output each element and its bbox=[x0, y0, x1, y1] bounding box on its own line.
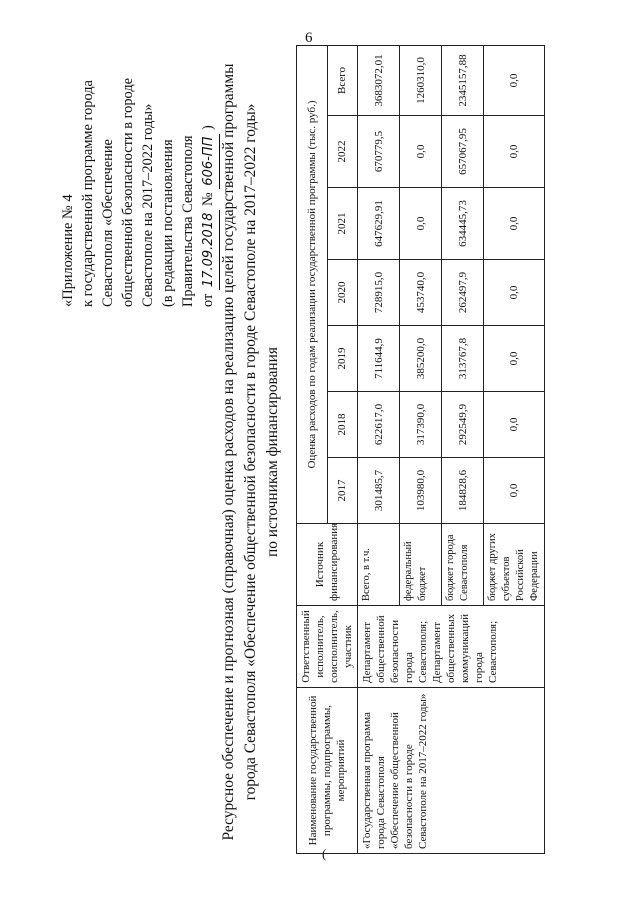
appendix-line: «Приложение № 4 bbox=[60, 194, 76, 307]
value-cell: 0,0 bbox=[400, 188, 442, 260]
value-cell: 385200,0 bbox=[400, 326, 442, 392]
appendix-block bbox=[58, 37, 220, 307]
number-label: № bbox=[200, 192, 216, 207]
appendix-line: общественной безопасности в городе bbox=[120, 77, 136, 307]
value-cell: 453740,0 bbox=[400, 260, 442, 326]
value-cell: 313767,8 bbox=[442, 326, 484, 392]
value-cell: 711644,9 bbox=[358, 326, 400, 392]
header-estimate: Оценка расходов по годам реализации государственной программы (тыс. руб.) bbox=[297, 45, 328, 523]
table-row bbox=[358, 45, 400, 853]
source-cell: бюджет города Севастополя bbox=[442, 524, 484, 606]
value-cell: 0,0 bbox=[484, 260, 545, 326]
date-prefix: от bbox=[200, 293, 216, 307]
source-cell: Всего, в т.ч. bbox=[358, 524, 400, 606]
header-year: 2018 bbox=[327, 392, 358, 458]
header-row bbox=[297, 45, 328, 853]
header-year: 2017 bbox=[327, 458, 358, 524]
footer-mark: ( bbox=[322, 846, 327, 861]
appendix-line: Севастополе на 2017–2022 годы» bbox=[140, 103, 156, 307]
handwritten-number: 606-ПП bbox=[199, 134, 220, 189]
value-cell: 301485,7 bbox=[358, 458, 400, 524]
value-cell: 103980,0 bbox=[400, 458, 442, 524]
document-title bbox=[218, 32, 284, 872]
value-cell: 728915,0 bbox=[358, 260, 400, 326]
value-cell: 634445,73 bbox=[442, 188, 484, 260]
executor-cell: Департамент общественной безопасности города Севастополя; Департамент общественных коммуникаций города Севастополя; bbox=[358, 606, 545, 688]
appendix-date-line bbox=[198, 37, 220, 307]
header-year: 2020 bbox=[327, 260, 358, 326]
funding-table bbox=[296, 45, 545, 854]
closing-paren: ) bbox=[200, 125, 216, 131]
value-cell: 0,0 bbox=[484, 458, 545, 524]
header-source: Источник финансирования bbox=[297, 524, 358, 606]
value-cell: 0,0 bbox=[400, 116, 442, 188]
appendix-line: к государственной программе города bbox=[80, 80, 96, 307]
appendix-line: Севастополя «Обеспечение bbox=[100, 139, 116, 307]
value-cell: 262497,9 bbox=[442, 260, 484, 326]
value-cell: 657067,95 bbox=[442, 116, 484, 188]
header-total: Всего bbox=[327, 45, 358, 115]
title-line-3: по источникам финансирования bbox=[264, 347, 281, 557]
program-name-cell: «Государственная программа города Севастополя «Обеспечение общественной безопасности в городе Севастополе на 2017–2022 годы» bbox=[358, 688, 545, 854]
value-cell: 0,0 bbox=[484, 392, 545, 458]
source-cell: бюджет других субъектов Российской Федерации bbox=[484, 524, 545, 606]
total-cell: 1260310,0 bbox=[400, 45, 442, 115]
header-executor: Ответственный исполнитель, соисполнитель, участник bbox=[297, 606, 358, 688]
header-year: 2022 bbox=[327, 116, 358, 188]
value-cell: 0,0 bbox=[484, 116, 545, 188]
total-cell: 0,0 bbox=[484, 45, 545, 115]
value-cell: 0,0 bbox=[484, 326, 545, 392]
value-cell: 622617,0 bbox=[358, 392, 400, 458]
appendix-line: Правительства Севастополя bbox=[180, 135, 196, 307]
value-cell: 670779,5 bbox=[358, 116, 400, 188]
value-cell: 184828,6 bbox=[442, 458, 484, 524]
title-line-2: города Севастополя «Обеспечение общественной безопасности в городе Севастополе на 2017–2022 годы» bbox=[242, 103, 259, 801]
header-year: 2021 bbox=[327, 188, 358, 260]
source-cell: федеральный бюджет bbox=[400, 524, 442, 606]
total-cell: 2345157,88 bbox=[442, 45, 484, 115]
title-line-1: Ресурсное обеспечение и прогнозная (справочная) оценка расходов на реализацию целей государственной программы bbox=[220, 63, 237, 841]
value-cell: 0,0 bbox=[484, 188, 545, 260]
value-cell: 317390,0 bbox=[400, 392, 442, 458]
page-number: 6 bbox=[305, 30, 313, 46]
value-cell: 647629,91 bbox=[358, 188, 400, 260]
appendix-line: (в редакции постановления bbox=[160, 139, 176, 307]
rotated-content bbox=[40, 32, 600, 872]
total-cell: 3683072,01 bbox=[358, 45, 400, 115]
value-cell: 292549,9 bbox=[442, 392, 484, 458]
header-name: Наименование государственной программы, подпрограммы, мероприятий bbox=[297, 688, 358, 854]
handwritten-date: 17.09.2018 bbox=[199, 210, 220, 290]
header-year: 2019 bbox=[327, 326, 358, 392]
